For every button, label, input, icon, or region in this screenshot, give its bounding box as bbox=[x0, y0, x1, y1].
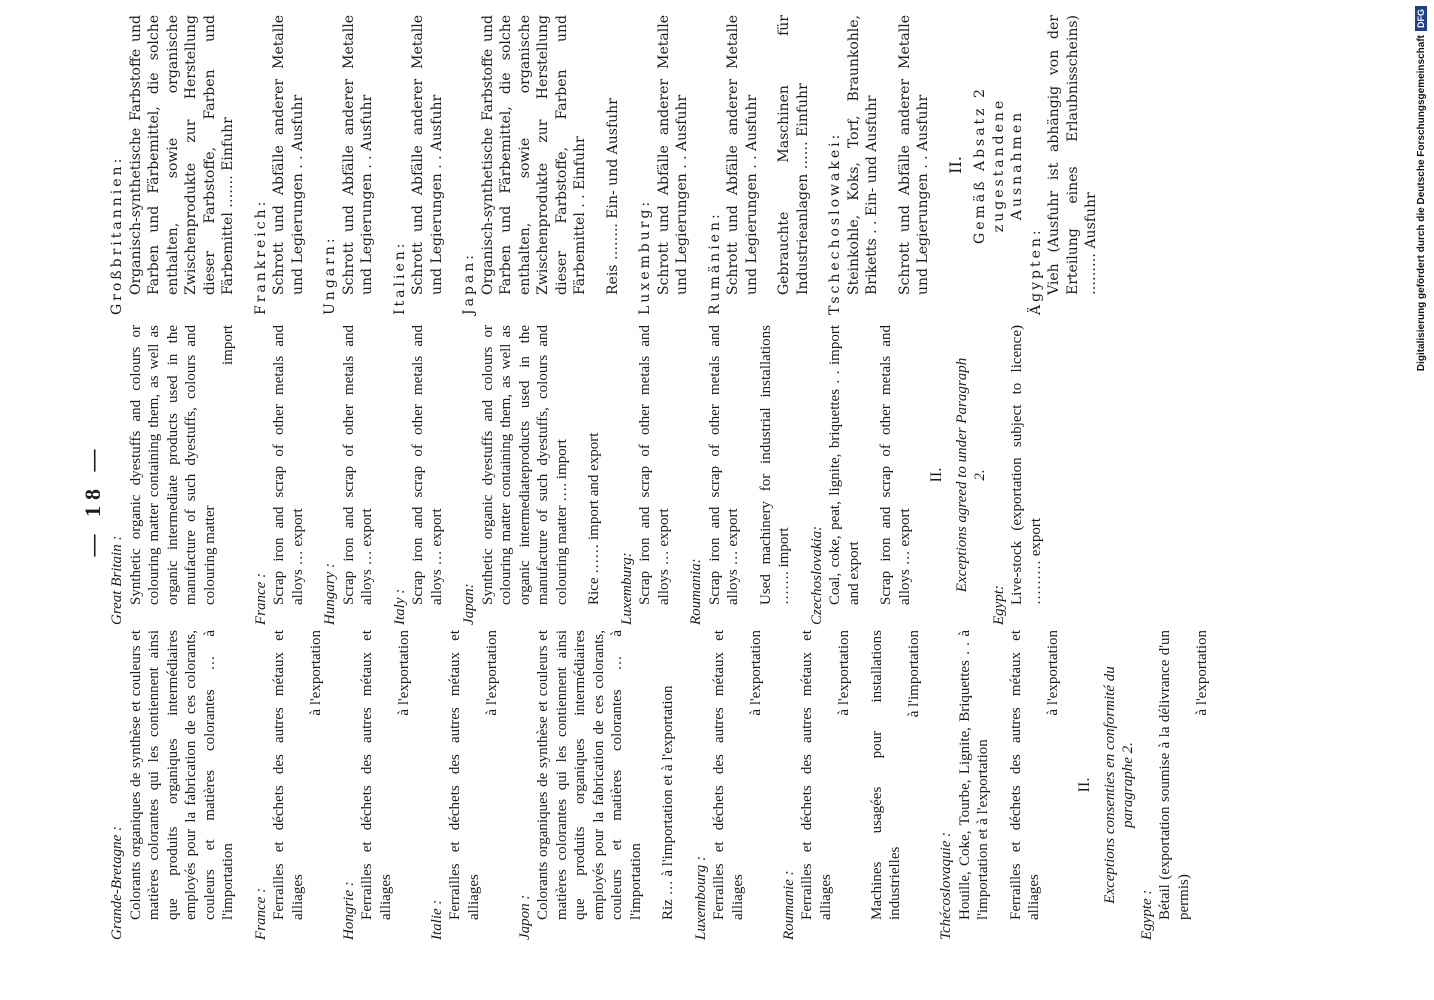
de-entry bbox=[252, 15, 308, 315]
fr-entry bbox=[1007, 630, 1063, 940]
en-text: Scrap iron and scrap of other metals and alloys … export bbox=[271, 325, 306, 605]
fr-entry bbox=[780, 630, 854, 940]
de-entry bbox=[460, 15, 590, 315]
de-text: Organisch-synthetische Farbstoffe und Farben und Färbemittel, die solche enthalten, sowie organische Zwischenprodukte zur Herstellung dieser Farbstoffe, Farben und Färbemittel ……. Einfuhr bbox=[127, 15, 236, 295]
de-entry bbox=[636, 15, 692, 315]
fr-country: Roumanie : bbox=[780, 870, 797, 940]
de-text: Vieh (Ausfuhr ist abhängig von der Erteilung eines Erlaubnisscheins) ……… Ausfuhr bbox=[1046, 15, 1099, 295]
fr-country: Tchécoslovaquie : bbox=[938, 831, 954, 940]
fr-tail: à l'exportation bbox=[748, 630, 764, 716]
en-entry bbox=[808, 325, 864, 625]
de-text: Schrott und Abfälle anderer Metalle und Legierungen . . Ausfuhr bbox=[655, 15, 690, 295]
fr-text: Colorants organiques de synthèse et couleurs et matières colorantes qui les contiennent ainsi que produits organiques intermédiaires employés pour la fabrication de ces colorants, couleurs et matières colorantes … à l'importation bbox=[535, 630, 644, 920]
fr-text: Riz … à l'importation et à l'exportation bbox=[660, 685, 676, 920]
de-country: Rumänien: bbox=[706, 211, 723, 315]
en-text: Scrap iron and scrap of other metals and alloys … export bbox=[706, 325, 741, 605]
fr-tail: à l'importation bbox=[905, 630, 922, 718]
fr-country: France : bbox=[252, 887, 269, 940]
en-text: Synthetic organic dyestuffs and colours or colouring matter containing them, as well as organic intermediate products used in the manufacture of such dyestuffs, colours and colouring matter bbox=[127, 325, 218, 605]
en-text: Scrap iron and scrap of other metals and alloys … export bbox=[340, 325, 375, 605]
en-country: Roumania: bbox=[688, 558, 704, 625]
en-text: Scrap iron and scrap of other metals and alloys … export bbox=[637, 325, 672, 605]
de-text: Schrott und Abfälle anderer Metalle und Legierungen . . Ausfuhr bbox=[271, 15, 306, 295]
en-entry bbox=[757, 325, 794, 625]
en-entry bbox=[391, 325, 447, 625]
fr-entry bbox=[516, 630, 646, 940]
fr-text: Houille, Coke, Tourbe, Lignite, Briquettes . . à l'importation et à l'exportation bbox=[956, 630, 991, 920]
en-text: Live-stock (exportation subject to licence) ……… export bbox=[1009, 325, 1044, 605]
en-country: Luxemburg: bbox=[618, 552, 635, 625]
de-country: Luxemburg: bbox=[637, 198, 653, 315]
en-country: Italy : bbox=[391, 588, 408, 625]
en-entry bbox=[252, 325, 308, 625]
rotated-content bbox=[70, 0, 1370, 1000]
fr-exceptions-heading: Exceptions consenties en conformité du paragraphe 2. bbox=[1101, 666, 1136, 904]
en-country: France : bbox=[252, 572, 269, 625]
fr-tail: à l'exportation bbox=[308, 630, 324, 716]
de-entry bbox=[706, 15, 762, 315]
de-text: Reis …….. Ein- und Ausfuhr bbox=[604, 98, 621, 295]
de-country: Großbritannien: bbox=[109, 155, 125, 315]
fr-entry bbox=[937, 630, 993, 940]
fr-text: Ferrailles et déchets des autres métaux et alliages bbox=[1007, 630, 1042, 920]
de-country: Japan: bbox=[461, 251, 477, 315]
fr-country: Japon : bbox=[516, 894, 533, 940]
de-section-heading: II. bbox=[945, 156, 965, 174]
de-country: Ungarn: bbox=[322, 235, 338, 315]
de-entry bbox=[391, 15, 447, 315]
de-entry bbox=[896, 15, 933, 315]
de-country: Frankreich: bbox=[252, 198, 269, 315]
en-country: Egypt: bbox=[990, 585, 1007, 625]
french-column bbox=[108, 630, 1226, 940]
en-tail: import bbox=[220, 325, 236, 365]
fr-tail: à l'exportation bbox=[1044, 630, 1061, 716]
fr-text: Ferrailles et déchets des autres métaux et alliages bbox=[271, 630, 306, 920]
dfg-watermark bbox=[1412, 6, 1432, 386]
fr-text: Bétail (exportation soumise à la délivrance d'un permis) bbox=[1157, 630, 1192, 920]
fr-country: Luxembourg : bbox=[692, 855, 709, 940]
de-entry bbox=[604, 15, 623, 315]
fr-section-heading: II. bbox=[1076, 777, 1093, 793]
fr-entry bbox=[108, 630, 238, 940]
fr-country: Italie : bbox=[428, 899, 445, 940]
page-number: — 18 — bbox=[80, 443, 105, 557]
de-country: Tschechoslowakei: bbox=[827, 131, 843, 315]
de-text: Schrott und Abfälle anderer Metalle und Legierungen . . Ausfuhr bbox=[340, 15, 375, 295]
fr-entry bbox=[692, 630, 766, 940]
en-entry bbox=[687, 325, 743, 625]
de-text: Schrott und Abfälle anderer Metalle und Legierungen . . Ausfuhr bbox=[896, 15, 931, 295]
en-country: Czechoslovakia: bbox=[808, 525, 825, 625]
en-entry bbox=[877, 325, 914, 625]
dfg-watermark-text bbox=[1412, 6, 1432, 386]
de-entry bbox=[321, 15, 377, 315]
fr-entry bbox=[340, 630, 414, 940]
en-text: Used machinery for industrial installations ……. import bbox=[757, 325, 792, 605]
fr-text: Ferrailles et déchets des autres métaux et alliages bbox=[711, 630, 746, 920]
en-text: Synthetic organic dyestuffs and colours or colouring matter containing them, as well as organic intermediateproducts used in the manufacture of such dyestuffs, colours and colouring matter …. import bbox=[479, 325, 570, 605]
fr-text: Ferrailles et déchets des autres métaux et alliages bbox=[799, 630, 834, 920]
english-column bbox=[108, 325, 1059, 625]
de-entry bbox=[775, 15, 812, 315]
de-entry bbox=[108, 15, 238, 315]
dfg-credit: Digitalisierung gefördert durch die Deutsche Forschungsgemeinschaft bbox=[1416, 35, 1427, 372]
en-entry bbox=[321, 325, 377, 625]
en-text: Scrap iron and scrap of other metals and alloys … export bbox=[410, 325, 445, 605]
de-entry bbox=[826, 15, 882, 315]
en-entry bbox=[460, 325, 571, 625]
fr-country: Egypte : bbox=[1138, 889, 1155, 940]
fr-text: Machines usagées pour installations industrielles bbox=[868, 630, 903, 920]
en-entry-egypt bbox=[990, 325, 1046, 625]
en-section-heading: II. bbox=[928, 467, 945, 483]
fr-entry bbox=[252, 630, 326, 940]
fr-text: Ferrailles et déchets des autres métaux et alliages bbox=[447, 630, 482, 920]
fr-entry bbox=[428, 630, 502, 940]
de-text: Schrott und Abfälle anderer Metalle und Legierungen . . Ausfuhr bbox=[725, 15, 760, 295]
fr-entry bbox=[868, 630, 924, 940]
fr-tail: à l'exportation bbox=[836, 630, 852, 716]
de-text: Organisch-synthetische Farbstoffe und Farben und Färbemittel, die solche enthalten, sowie organische Zwischenprodukte zur Herstellung dieser Farbstoffe, Farben und Färbemittel . . Einfuhr bbox=[479, 15, 588, 295]
fr-entry bbox=[659, 630, 678, 940]
fr-country: Hongrie : bbox=[340, 881, 357, 940]
german-column bbox=[108, 15, 1115, 315]
en-country: Great Britain : bbox=[109, 535, 125, 625]
de-country: Italien: bbox=[391, 240, 408, 315]
de-text: Steinkohle, Koks, Torf, Braunkohle, Briketts . . Ein- und Ausfuhr bbox=[845, 15, 880, 295]
en-text: Rice …… import and export bbox=[586, 432, 602, 605]
en-text: Scrap iron and scrap of other metals and alloys … export bbox=[878, 325, 913, 605]
en-text: Coal, coke, peat, lignite, briquettes . . import and export bbox=[827, 325, 862, 605]
fr-tail: à l'exportation bbox=[1194, 630, 1210, 716]
en-exceptions-heading: Exceptions agreed to under Paragraph 2. bbox=[953, 357, 988, 593]
de-entry-egypt bbox=[1027, 15, 1101, 315]
de-country: Ägypten: bbox=[1027, 227, 1044, 315]
dfg-logo: DFG bbox=[1415, 6, 1427, 31]
en-entry bbox=[585, 325, 604, 625]
fr-country: Grande-Bretagne : bbox=[109, 826, 125, 940]
fr-text: Ferrailles et déchets des autres métaux et alliages bbox=[359, 630, 394, 920]
en-entry bbox=[108, 325, 238, 625]
fr-tail: à l'exportation bbox=[396, 630, 412, 716]
fr-tail: à l'exportation bbox=[484, 630, 500, 716]
fr-entry-egypt bbox=[1138, 630, 1212, 940]
de-text: Gebrauchte Maschinen für Industrieanlagen …… Einfuhr bbox=[776, 15, 811, 295]
de-exceptions-heading: Gemäß Absatz 2 zugestandene Ausnahmen bbox=[972, 86, 1025, 244]
en-country: Japan: bbox=[461, 583, 477, 625]
en-country: Hungary : bbox=[322, 562, 338, 625]
fr-text: Colorants organiques de synthèse et couleurs et matières colorantes qui les contiennent ainsi que produits organiques intermédiaires employés pour la fabrication de ces colorants, couleurs et matières colorantes … à l'importation bbox=[127, 630, 236, 920]
en-entry bbox=[618, 325, 674, 625]
de-text: Schrott und Abfälle anderer Metalle und Legierungen . . Ausfuhr bbox=[410, 15, 445, 295]
